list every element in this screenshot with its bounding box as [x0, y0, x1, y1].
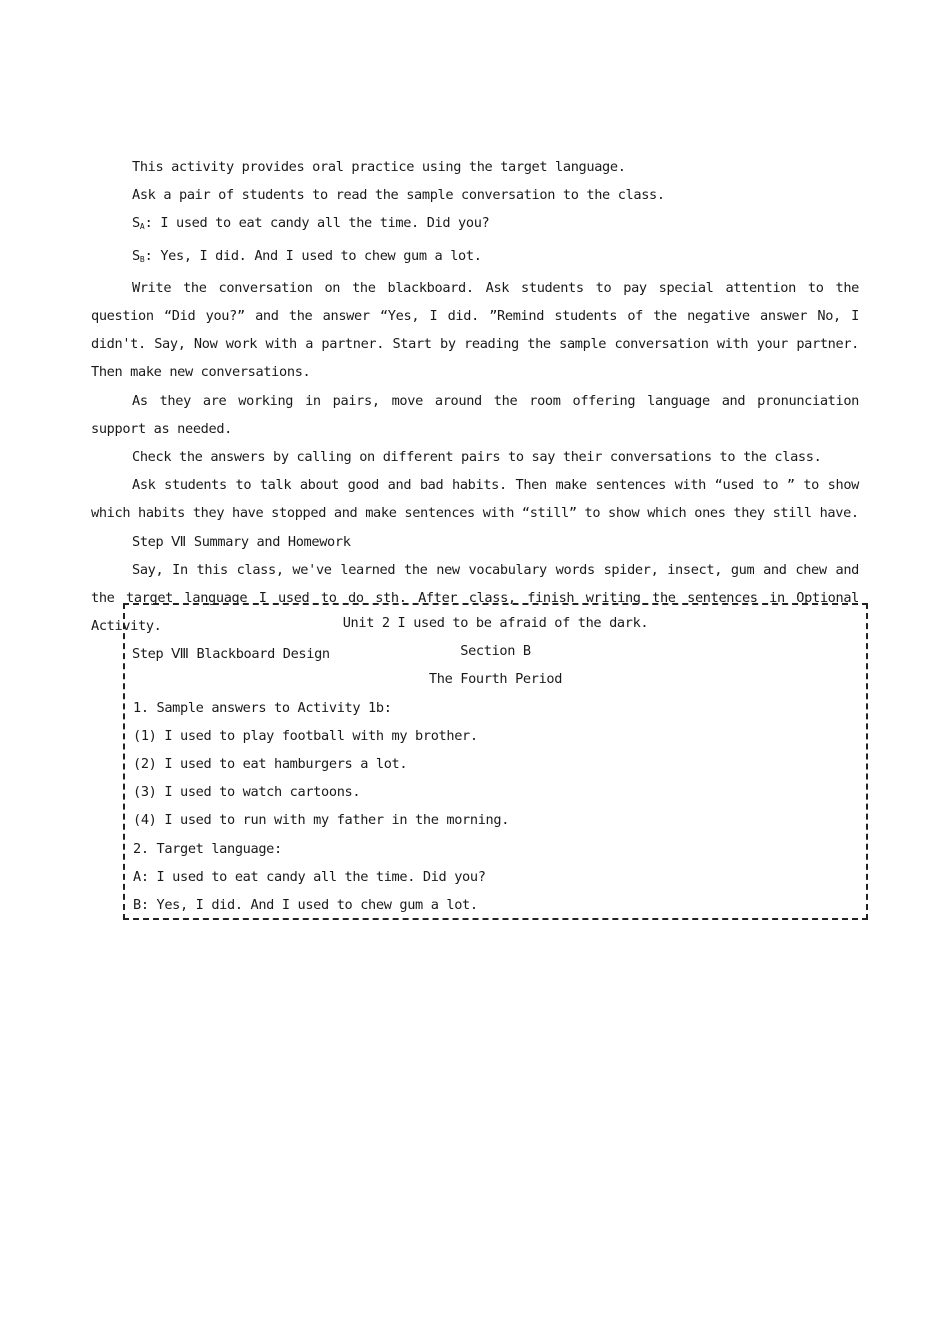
paragraph-ask-pair: Ask a pair of students to read the sample conversation to the class.	[132, 187, 665, 204]
dialogue-text: : I used to eat candy all the time. Did you?	[144, 215, 490, 232]
paragraph-activity-intro: This activity provides oral practice using the target language.	[132, 159, 626, 175]
board-line: (3) I used to watch cartoons.	[133, 784, 361, 801]
board-line: (2) I used to eat hamburgers a lot.	[133, 756, 408, 773]
dialogue-line-sa	[91, 209, 859, 241]
board-period: The Fourth Period	[428, 671, 563, 688]
board-title: Unit 2 I used to be afraid of the dark.	[342, 615, 649, 631]
speaker-subscript: A	[139, 222, 145, 232]
board-section: Section B	[460, 643, 531, 660]
board-line: A: I used to eat candy all the time. Did you?	[133, 868, 486, 885]
paragraph-summary: Say, In this class, we've learned the new vocabulary words spider, insect, gum and chew and the target language I used to do sth. After class, finish writing the sentences in Optional Activity.	[91, 561, 859, 635]
paragraph-pairs-support: As they are working in pairs, move around the room offering language and pronunciation support as needed.	[91, 392, 859, 437]
paragraph-habits: Ask students to talk about good and bad habits. Then make sentences with “used to ” to show which habits they have stopped and make sentences with “still” to show which ones they still have.	[91, 477, 859, 522]
board-line: 1. Sample answers to Activity 1b:	[133, 699, 392, 716]
step-7-heading: Step Ⅶ Summary and Homework	[132, 533, 351, 550]
speaker-label: S	[132, 215, 140, 232]
speaker-subscript: B	[139, 254, 145, 264]
step-8-heading: Step Ⅷ Blackboard Design	[132, 646, 330, 663]
paragraph-write-conversation: Write the conversation on the blackboard. Ask students to pay special attention to the question “Did you?” and the answer “Yes, I did. ”Remind students of the negative answer No, I didn't. Say, Now work with a partner. Start by reading the sample conversation with your partner. Then make new conversations.	[91, 279, 859, 381]
board-line: B: Yes, I did. And I used to chew gum a lot.	[133, 897, 478, 914]
board-line: 2. Target language:	[133, 840, 282, 857]
speaker-label: S	[132, 247, 140, 264]
dialogue-line-sb	[91, 242, 859, 274]
board-line: (1) I used to play football with my brother.	[133, 727, 478, 744]
board-line: (4) I used to run with my father in the morning.	[133, 812, 510, 829]
paragraph-check-answers: Check the answers by calling on different pairs to say their conversations to the class.	[132, 449, 822, 466]
document-body	[91, 153, 859, 669]
blackboard-design-box	[123, 603, 868, 920]
dialogue-text: : Yes, I did. And I used to chew gum a lot.	[144, 247, 482, 264]
